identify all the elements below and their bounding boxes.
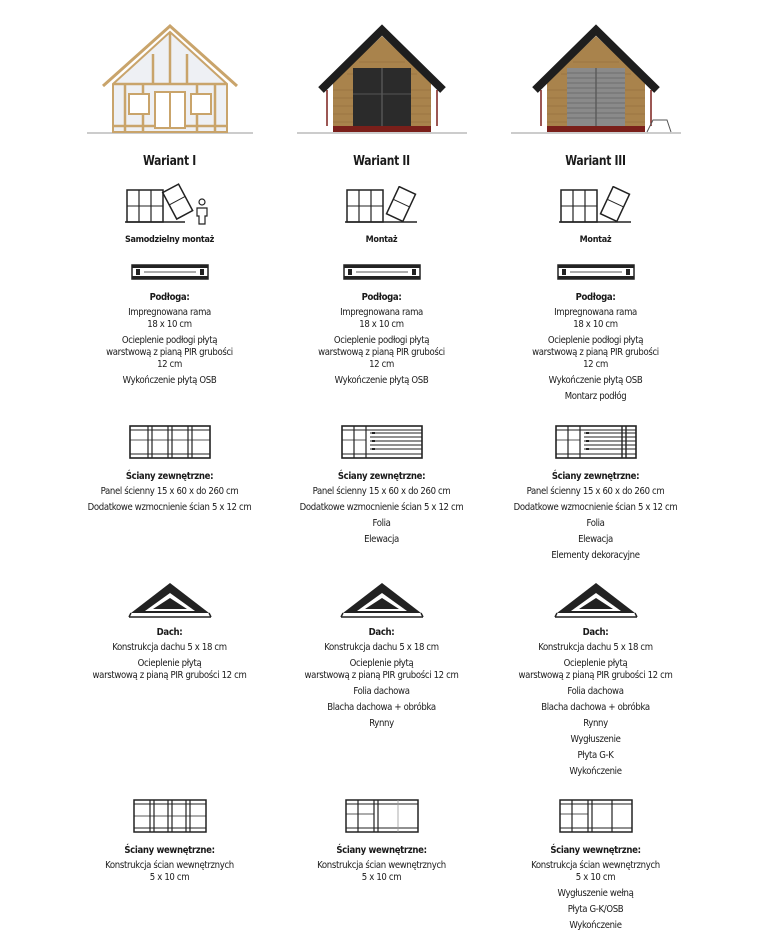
ext-walls-heading: Ściany zewnętrzne: — [125, 471, 214, 482]
spec-line: 18 x 10 cm — [573, 319, 618, 330]
spec-line: Konstrukcja ścian wewnętrznych — [105, 860, 234, 871]
house-dark-door-illustration — [297, 18, 467, 138]
roof-heading: Dach: — [582, 627, 609, 638]
spec-line: Wykończenie płytą OSB — [548, 375, 643, 386]
variant-title: Wariant II — [353, 154, 410, 169]
int-walls-heading: Ściany wewnętrzne: — [336, 845, 427, 856]
spec-line: Konstrukcja ścian wewnętrznych — [317, 860, 446, 871]
spec-line: Konstrukcja dachu 5 x 18 cm — [538, 642, 653, 653]
spec-line: 18 x 10 cm — [147, 319, 192, 330]
variant-title: Wariant I — [142, 154, 197, 169]
spec-line: 12 cm — [369, 359, 394, 370]
house-frame-illustration — [85, 18, 255, 138]
house-shutter-illustration — [511, 18, 681, 138]
montage-label: Montaż — [365, 235, 398, 245]
assembly-icon — [345, 186, 419, 224]
roof-truss-icon — [127, 581, 213, 621]
floor-frame-icon — [342, 264, 422, 280]
spec-line: Płyta G-K/OSB — [567, 904, 624, 915]
spec-line: Montarz podłóg — [564, 391, 627, 402]
spec-line: Wykończenie — [569, 920, 622, 931]
spec-line: Elewacja — [364, 534, 399, 545]
spec-line: Folia — [586, 518, 605, 529]
spec-line: Wykończenie płytą OSB — [334, 375, 429, 386]
spec-line: Folia dachowa — [567, 686, 624, 697]
spec-line: warstwową z pianą PIR grubości — [106, 347, 233, 358]
spec-line: Wygłuszenie wełną — [557, 888, 634, 899]
spec-line: warstwową z pianą PIR grubości 12 cm — [304, 670, 459, 681]
montage-label: Montaż — [579, 235, 612, 245]
floor-heading: Podłoga: — [149, 292, 190, 303]
spec-line: Rynny — [583, 718, 608, 729]
variant-column-3 — [468, 0, 723, 942]
spec-line: Panel ścienny 15 x 60 x do 260 cm — [526, 486, 665, 497]
spec-line: warstwową z pianą PIR grubości 12 cm — [92, 670, 247, 681]
spec-line: warstwową z pianą PIR grubości — [318, 347, 445, 358]
spec-line: Ocieplenie płytą — [563, 658, 628, 669]
spec-line: warstwową z pianą PIR grubości 12 cm — [518, 670, 673, 681]
montage-label: Samodzielny montaż — [124, 235, 215, 245]
spec-line: 5 x 10 cm — [575, 872, 616, 883]
spec-line: Konstrukcja dachu 5 x 18 cm — [324, 642, 439, 653]
floor-heading: Podłoga: — [361, 292, 402, 303]
ext-walls-heading: Ściany zewnętrzne: — [337, 471, 426, 482]
interior-wall-icon — [344, 798, 420, 834]
spec-line: Elewacja — [578, 534, 613, 545]
roof-heading: Dach: — [156, 627, 183, 638]
spec-line: 5 x 10 cm — [361, 872, 402, 883]
spec-line: 18 x 10 cm — [359, 319, 404, 330]
interior-wall-icon — [558, 798, 634, 834]
spec-line: Wygłuszenie — [570, 734, 621, 745]
int-walls-section — [468, 845, 723, 936]
spec-line: Impregnowana rama — [340, 307, 423, 318]
ext-walls-heading: Ściany zewnętrzne: — [551, 471, 640, 482]
floor-frame-icon — [556, 264, 636, 280]
wall-panel-icon — [340, 424, 424, 460]
spec-line: Impregnowana rama — [128, 307, 211, 318]
spec-line: 12 cm — [583, 359, 608, 370]
spec-line: Panel ścienny 15 x 60 x do 260 cm — [312, 486, 451, 497]
spec-line: Rynny — [369, 718, 394, 729]
spec-line: Konstrukcja dachu 5 x 18 cm — [112, 642, 227, 653]
spec-line: Wykończenie płytą OSB — [122, 375, 217, 386]
spec-line: Blacha dachowa + obróbka — [327, 702, 436, 713]
roof-heading: Dach: — [368, 627, 395, 638]
roof-truss-icon — [553, 581, 639, 621]
floor-section — [468, 292, 723, 407]
spec-line: Ocieplenie płytą — [137, 658, 202, 669]
roof-section — [468, 627, 723, 782]
spec-line: Blacha dachowa + obróbka — [541, 702, 650, 713]
spec-line: Płyta G-K — [577, 750, 614, 761]
ext-walls-section — [468, 471, 723, 566]
roof-truss-icon — [339, 581, 425, 621]
spec-line: Folia dachowa — [353, 686, 410, 697]
spec-line: Ocieplenie podłogi płytą — [333, 335, 430, 346]
spec-line: Panel ścienny 15 x 60 x do 260 cm — [100, 486, 239, 497]
variant-title: Wariant III — [565, 154, 626, 169]
spec-line: Ocieplenie podłogi płytą — [121, 335, 218, 346]
spec-line: Konstrukcja ścian wewnętrznych — [531, 860, 660, 871]
spec-line: Dodatkowe wzmocnienie ścian 5 x 12 cm — [299, 502, 464, 513]
spec-line: Dodatkowe wzmocnienie ścian 5 x 12 cm — [513, 502, 678, 513]
spec-line: Ocieplenie płytą — [349, 658, 414, 669]
spec-line: 12 cm — [157, 359, 182, 370]
interior-wall-icon — [132, 798, 208, 834]
assembly-icon — [559, 186, 633, 224]
floor-frame-icon — [130, 264, 210, 280]
floor-heading: Podłoga: — [575, 292, 616, 303]
int-walls-heading: Ściany wewnętrzne: — [550, 845, 641, 856]
spec-line: 5 x 10 cm — [149, 872, 190, 883]
wall-panel-icon — [128, 424, 212, 460]
spec-line: Dodatkowe wzmocnienie ścian 5 x 12 cm — [87, 502, 252, 513]
spec-line: Ocieplenie podłogi płytą — [547, 335, 644, 346]
spec-line: Folia — [372, 518, 391, 529]
wall-panel-icon — [554, 424, 638, 460]
assembly-icon — [125, 182, 215, 226]
spec-line: Elementy dekoracyjne — [551, 550, 640, 561]
spec-line: Wykończenie — [569, 766, 622, 777]
int-walls-heading: Ściany wewnętrzne: — [124, 845, 215, 856]
spec-line: warstwową z pianą PIR grubości — [532, 347, 659, 358]
spec-line: Impregnowana rama — [554, 307, 637, 318]
